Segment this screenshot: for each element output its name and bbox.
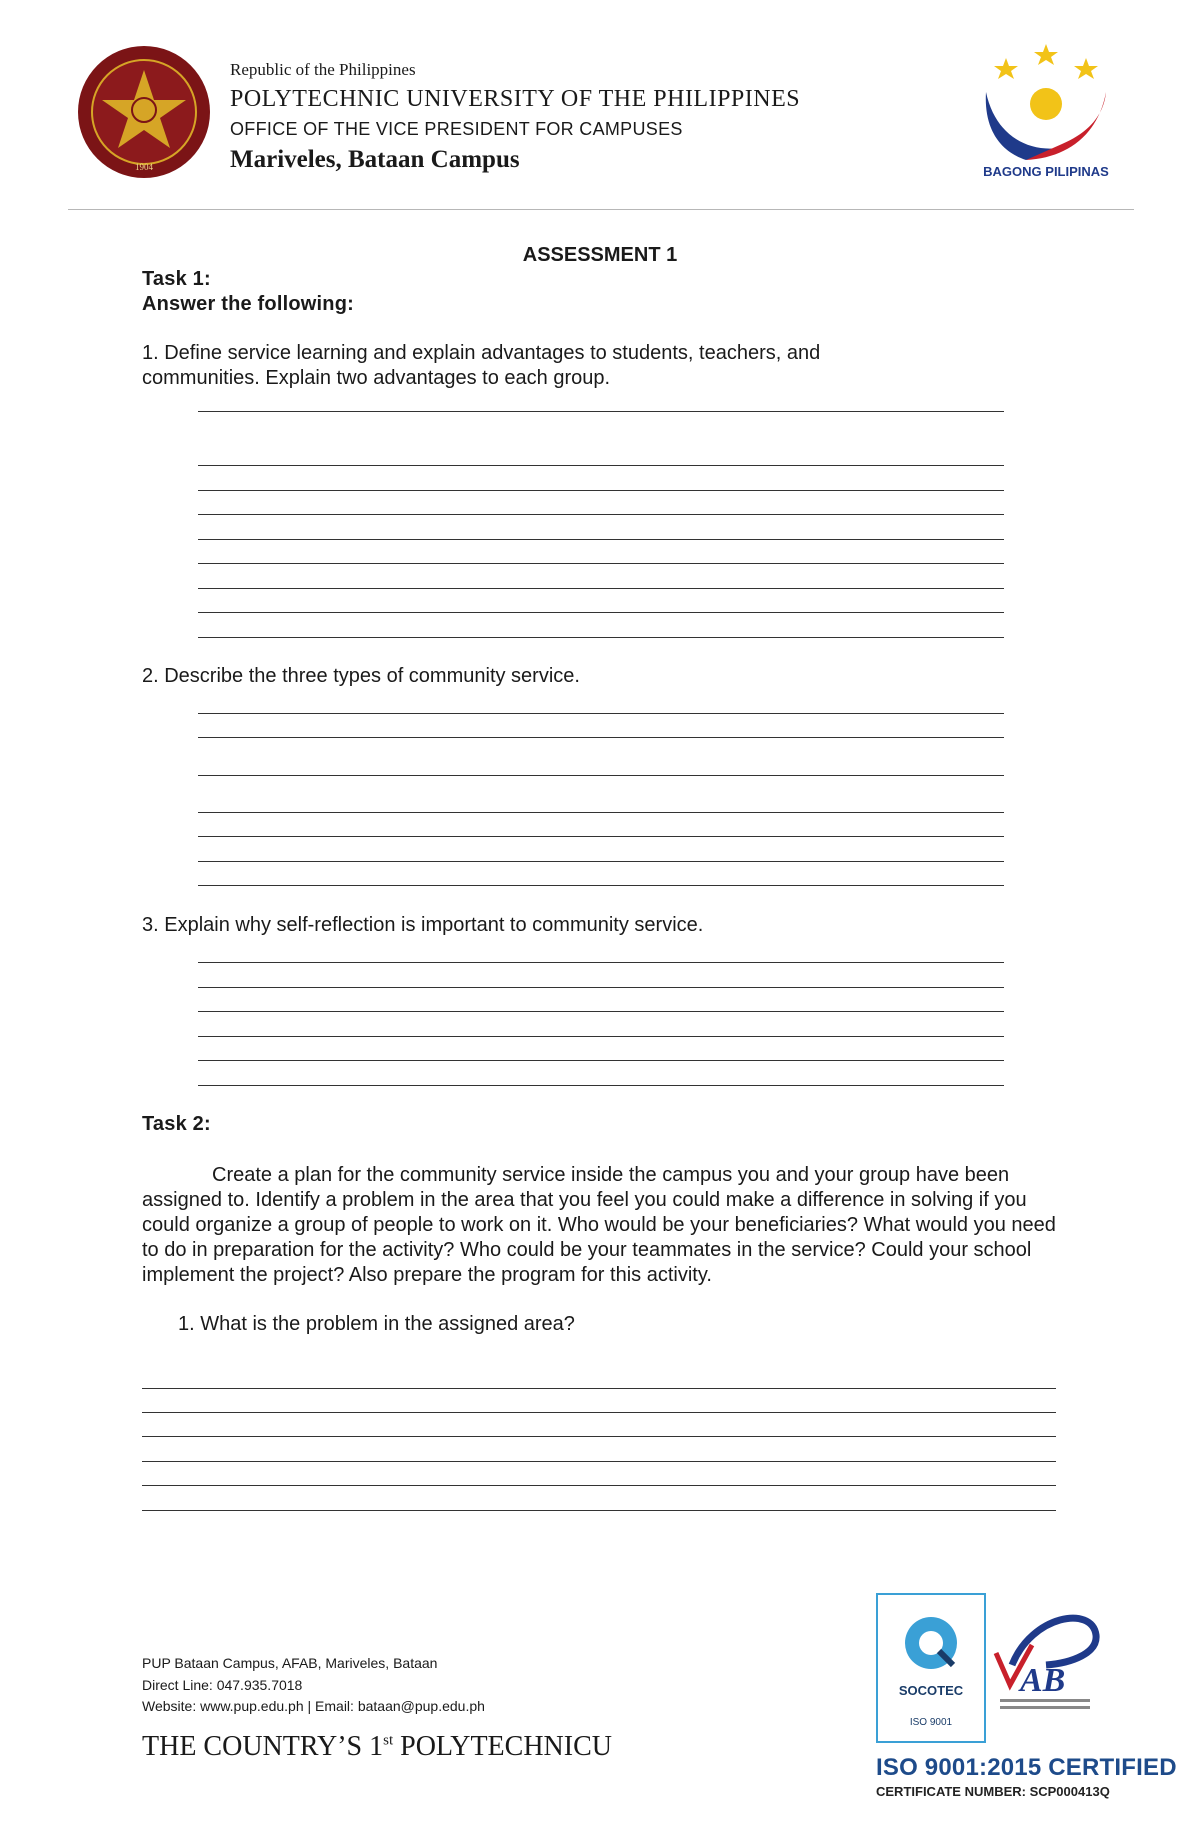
footer-address: PUP Bataan Campus, AFAB, Mariveles, Bataan (142, 1655, 438, 1671)
certificate-number: CERTIFICATE NUMBER: SCP000413Q (876, 1784, 1110, 1799)
answer-line[interactable] (198, 588, 1004, 589)
tagline-part-2: POLYTECHNICU (393, 1731, 612, 1762)
footer-tagline (142, 1731, 612, 1763)
answer-line[interactable] (142, 1412, 1056, 1413)
answer-line[interactable] (198, 612, 1004, 613)
tagline-part-1: THE COUNTRY’S 1 (142, 1731, 384, 1762)
answer-line[interactable] (198, 962, 1004, 963)
answer-line[interactable] (142, 1485, 1056, 1486)
bagong-pilipinas-logo (966, 40, 1126, 180)
answer-line[interactable] (198, 812, 1004, 813)
question-1 (142, 341, 820, 391)
task1-instruction: Answer the following: (142, 293, 354, 315)
answer-line[interactable] (198, 1060, 1004, 1061)
task2-question-1: 1. What is the problem in the assigned area? (178, 1313, 575, 1335)
header-republic: Republic of the Philippines (230, 60, 416, 79)
question-1-line-1: 1. Define service learning and explain advantages to students, teachers, and (142, 342, 821, 364)
svg-text:1904: 1904 (135, 162, 153, 172)
answer-line[interactable] (142, 1510, 1056, 1511)
iso-certified-label: ISO 9001:2015 CERTIFIED (876, 1754, 1177, 1781)
tagline-superscript: st (383, 1732, 394, 1749)
task1-label: Task 1: (142, 268, 211, 290)
socotec-iso-label: ISO 9001 (909, 1717, 953, 1728)
answer-line[interactable] (198, 465, 1004, 466)
svg-text:AB: AB (1020, 1662, 1066, 1699)
footer-website-email: Website: www.pup.edu.ph | Email: bataan@pup.edu.ph (142, 1698, 485, 1714)
answer-line[interactable] (198, 514, 1004, 515)
answer-line[interactable] (198, 1011, 1004, 1012)
answer-line[interactable] (198, 861, 1004, 862)
answer-line[interactable] (198, 987, 1004, 988)
answer-line[interactable] (198, 713, 1004, 714)
header-campus: Mariveles, Bataan Campus (230, 146, 520, 173)
answer-line[interactable] (198, 1085, 1004, 1086)
answer-line[interactable] (198, 1036, 1004, 1037)
answer-line[interactable] (198, 539, 1004, 540)
assessment-title: ASSESSMENT 1 (522, 244, 678, 266)
answer-line[interactable] (142, 1388, 1056, 1389)
socotec-icon (901, 1613, 961, 1673)
answer-line[interactable] (198, 411, 1004, 412)
socotec-certification-badge (876, 1593, 986, 1743)
answer-line[interactable] (198, 885, 1004, 886)
answer-line[interactable] (198, 637, 1004, 638)
answer-line[interactable] (198, 490, 1004, 491)
task2-paragraph-text: Create a plan for the community service inside the campus you and your group have been assigned to. Identify a problem in the area that you feel you could make a difference in solving if you could organize a group of people to work on it. Who would be your beneficiaries? What would you need to do in preparation for the activity? Who could be your teammates in the service? Could your school implement the project? Also prepare the program for this activity. (142, 1164, 1056, 1286)
socotec-name: SOCOTEC (898, 1683, 964, 1698)
bagong-pilipinas-text: BAGONG PILIPINAS (983, 164, 1109, 179)
header-university: POLYTECHNIC UNIVERSITY OF THE PHILIPPINES (230, 86, 801, 112)
footer-phone: Direct Line: 047.935.7018 (142, 1677, 303, 1693)
answer-line[interactable] (198, 563, 1004, 564)
pab-accreditation-logo (992, 1605, 1102, 1715)
answer-line[interactable] (142, 1436, 1056, 1437)
answer-line[interactable] (142, 1461, 1056, 1462)
pup-seal-logo (76, 44, 212, 180)
header-divider (68, 209, 1134, 210)
task2-label: Task 2: (142, 1113, 211, 1135)
answer-line[interactable] (198, 775, 1004, 776)
question-3: 3. Explain why self-reflection is important to community service. (142, 914, 704, 936)
header-office: OFFICE OF THE VICE PRESIDENT FOR CAMPUSES (230, 119, 683, 139)
answer-line[interactable] (198, 737, 1004, 738)
task2-instructions (142, 1163, 1062, 1288)
answer-line[interactable] (198, 836, 1004, 837)
question-1-line-2: communities. Explain two advantages to each group. (142, 367, 611, 389)
question-2: 2. Describe the three types of community service. (142, 665, 580, 687)
